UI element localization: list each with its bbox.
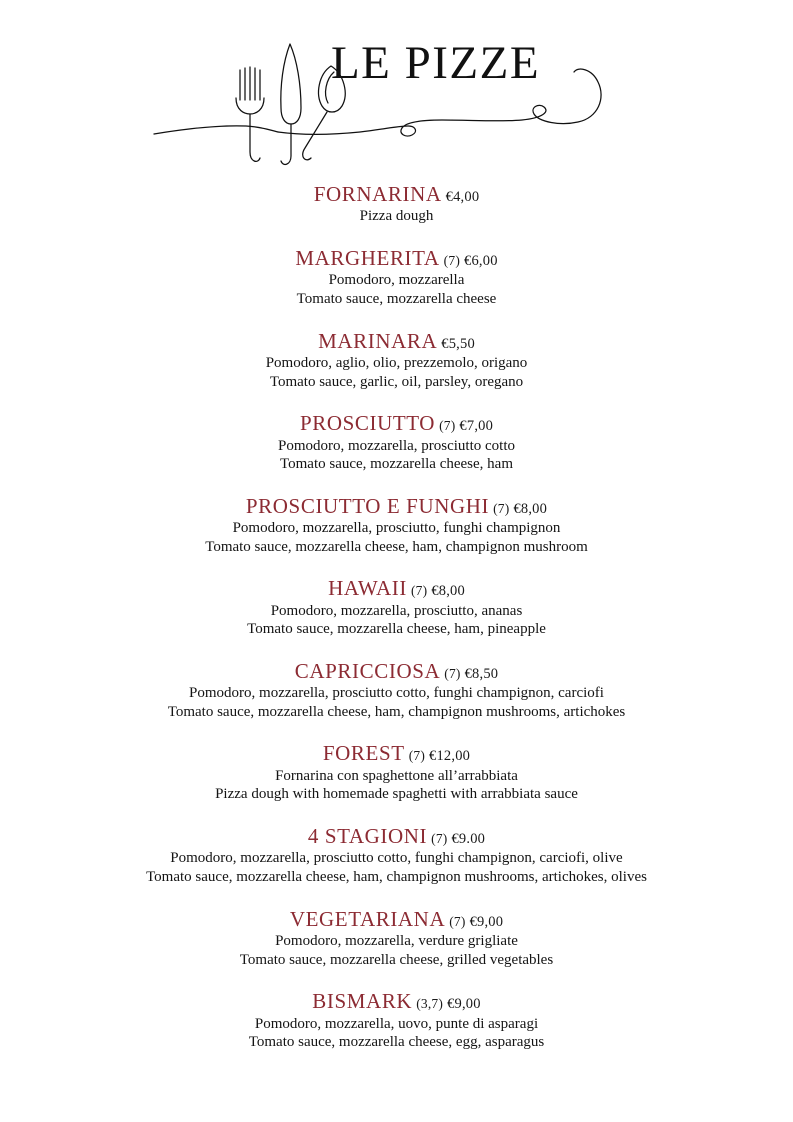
menu-item-heading — [0, 907, 793, 931]
menu-item-description-it: Pomodoro, mozzarella, prosciutto cotto, funghi champignon, carciofi — [189, 685, 604, 702]
menu-item-description-it: Pomodoro, mozzarella, verdure grigliate — [275, 933, 518, 949]
menu-item-name: HAWAII — [328, 576, 407, 601]
menu-item-price: €9,00 — [469, 913, 504, 930]
menu-item-name: MARGHERITA — [295, 245, 440, 270]
menu-item-description-en: Tomato sauce, mozzarella cheese, ham, champignon mushroom — [205, 538, 588, 555]
menu-item-description-it: Pomodoro, aglio, olio, prezzemolo, origano — [265, 354, 528, 371]
menu-item-price: €8,00 — [431, 583, 465, 600]
menu-item-price: €7,00 — [459, 418, 494, 435]
menu-item — [0, 824, 793, 887]
menu-item-description-it: Pomodoro, mozzarella, prosciutto cotto, funghi champignon, carciofi, olive — [170, 850, 623, 867]
menu-item-description-it: Pizza dough — [359, 208, 434, 225]
menu-item-description-en: Tomato sauce, mozzarella cheese, ham, champignon mushrooms, artichokes — [167, 703, 626, 720]
menu-item — [0, 246, 793, 309]
menu-item-price: €9,00 — [447, 996, 481, 1013]
menu-item-name: FORNARINA — [313, 182, 442, 206]
page-title: LE PIZZE — [330, 37, 541, 89]
menu-header — [0, 0, 793, 170]
menu-item-name: FOREST — [322, 741, 405, 766]
menu-item-description-en: Tomato sauce, garlic, oil, parsley, oregano — [269, 373, 524, 390]
menu-item-allergens: (3,7) — [416, 996, 444, 1012]
menu-item-description-en: Tomato sauce, mozzarella cheese, ham, champignon mushrooms, artichokes, olives — [146, 869, 647, 886]
menu-item — [0, 659, 793, 722]
menu-item-description-it: Pomodoro, mozzarella, prosciutto cotto — [277, 437, 516, 454]
menu-item-description-it: Pomodoro, mozzarella, prosciutto, funghi champignon — [232, 520, 561, 537]
menu-item-name: 4 STAGIONI — [307, 824, 428, 849]
menu-item-name: PROSCIUTTO — [299, 411, 436, 436]
menu-item-heading — [0, 411, 793, 435]
menu-item-price: €12,00 — [429, 748, 471, 765]
menu-item-heading — [0, 329, 793, 353]
menu-item-price: €5,50 — [441, 335, 475, 352]
menu-item-name: PROSCIUTTO E FUNGHI — [245, 493, 490, 518]
menu-item — [0, 329, 793, 392]
menu-item-heading — [0, 576, 793, 600]
menu-item-name: CAPRICCIOSA — [294, 658, 441, 683]
menu-item-description-it: Fornarina con spaghettone all’arrabbiata — [275, 767, 518, 784]
menu-item-name: VEGETARIANA — [289, 906, 446, 931]
menu-item-allergens: (7) — [444, 665, 461, 681]
menu-item-price: €8,00 — [513, 500, 548, 517]
menu-item-heading — [0, 741, 793, 765]
pizza-menu-list — [0, 170, 793, 1052]
menu-item-heading — [0, 246, 793, 270]
menu-item-description-it: Pomodoro, mozzarella, prosciutto, ananas — [270, 602, 523, 619]
menu-item-description-en: Tomato sauce, mozzarella cheese, ham — [280, 456, 513, 473]
menu-item — [0, 989, 793, 1052]
menu-item-heading — [0, 989, 793, 1013]
menu-item-allergens: (7) — [439, 418, 456, 434]
menu-item-price: €4,00 — [445, 189, 480, 205]
menu-item — [0, 576, 793, 639]
menu-item — [0, 411, 793, 474]
menu-item-description-en: Tomato sauce, mozzarella cheese, ham, pineapple — [247, 621, 546, 638]
menu-item-allergens: (7) — [408, 748, 426, 764]
menu-item — [0, 182, 793, 226]
menu-item-description-en: Tomato sauce, mozzarella cheese — [296, 290, 497, 307]
menu-item-description-en: Tomato sauce, mozzarella cheese, egg, asparagus — [248, 1034, 545, 1051]
menu-item-allergens: (7) — [443, 252, 461, 268]
menu-item-allergens: (7) — [493, 500, 510, 516]
menu-item-description-en: Pizza dough with homemade spaghetti with arrabbiata sauce — [215, 786, 578, 803]
menu-item-allergens: (7) — [449, 913, 466, 929]
menu-item-allergens: (7) — [431, 831, 448, 847]
menu-item-description-en: Tomato sauce, mozzarella cheese, grilled vegetables — [239, 951, 554, 968]
menu-item — [0, 741, 793, 804]
menu-item-heading — [0, 494, 793, 518]
menu-item-allergens: (7) — [410, 583, 428, 599]
menu-item-price: €8,50 — [464, 665, 499, 682]
menu-item-name: MARINARA — [318, 328, 438, 353]
menu-item — [0, 494, 793, 557]
menu-item-price: €6,00 — [464, 252, 498, 269]
menu-item-heading — [0, 182, 793, 206]
menu-item-price: €9.00 — [451, 831, 486, 848]
menu-item-description-it: Pomodoro, mozzarella, uovo, punte di asparagi — [254, 1015, 539, 1032]
menu-item-heading — [0, 659, 793, 683]
menu-item-name: BISMARK — [312, 989, 413, 1014]
menu-item-heading — [0, 824, 793, 848]
menu-item-description-it: Pomodoro, mozzarella — [328, 272, 465, 289]
menu-item — [0, 907, 793, 970]
